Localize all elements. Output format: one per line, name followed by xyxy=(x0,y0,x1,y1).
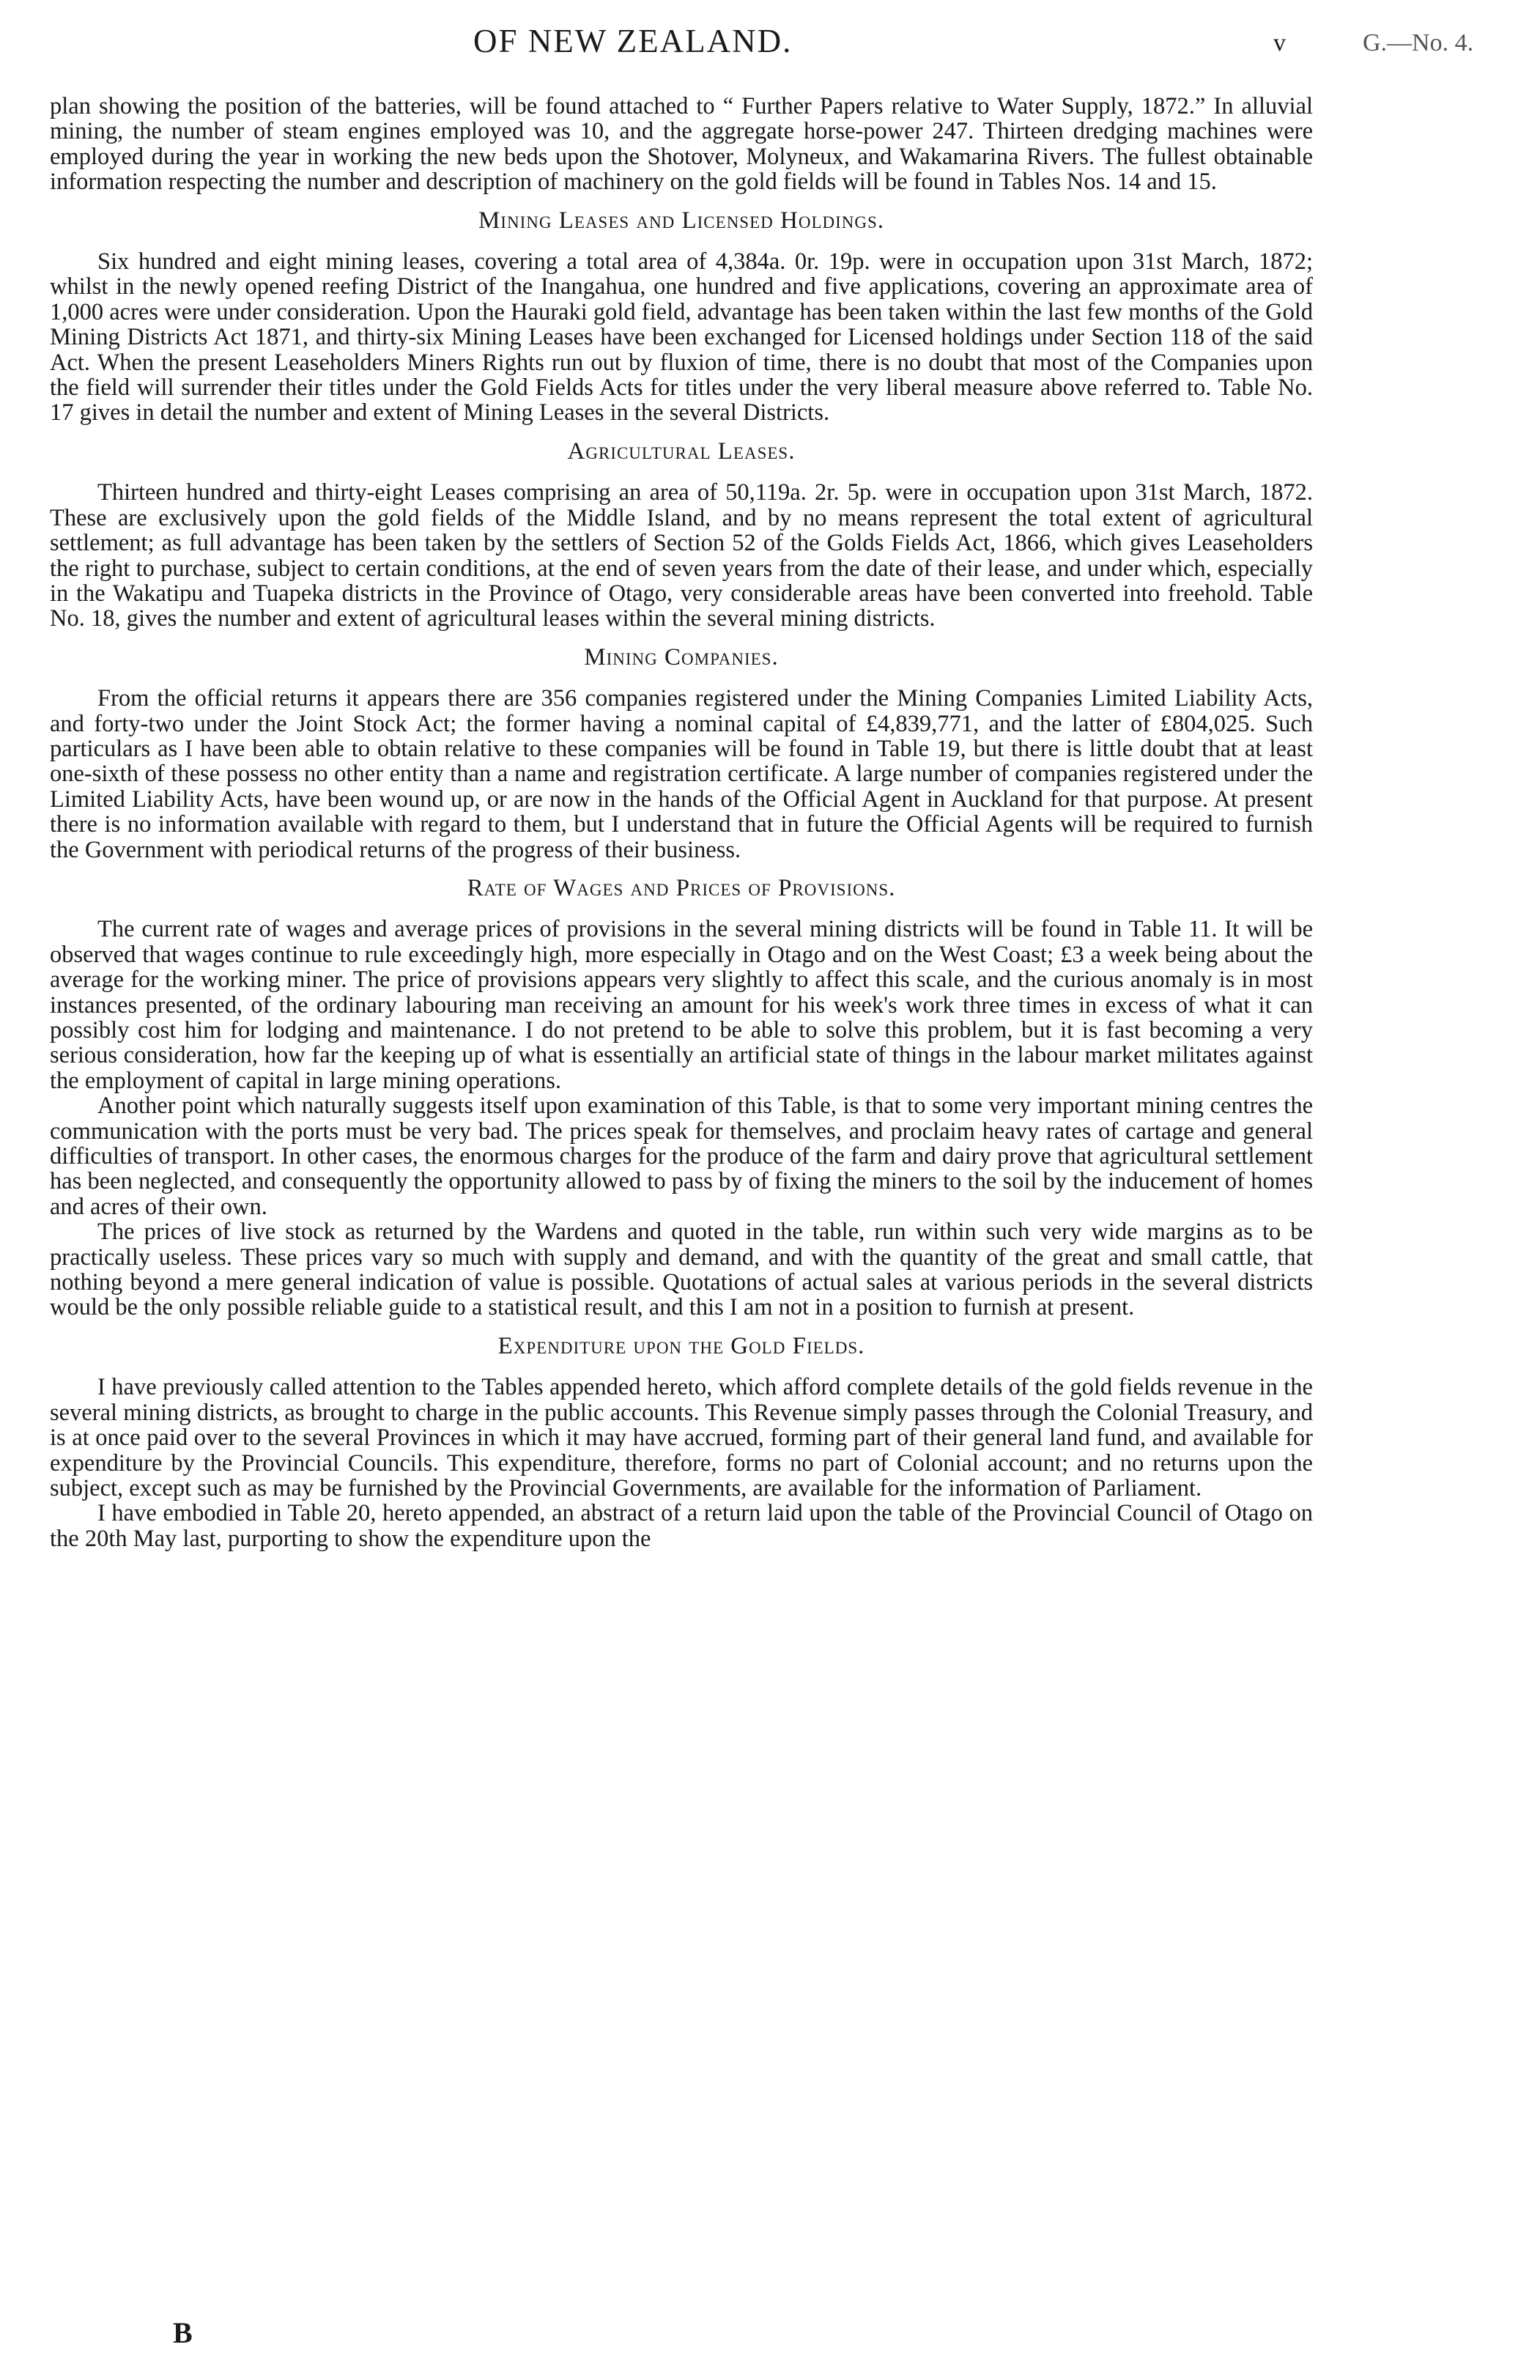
paragraph: Another point which naturally suggests itself upon examination of this Table, is that to some very important mining centres the communication with the ports must be very bad. The prices speak for themselves, and proclaim heavy rates of cartage and general difficulties of transport. In other cases, the enormous charges for the produce of the farm and dairy prove that agricultural settlement has been neglected, and consequently the opportunity allowed to pass by of fixing the miners to the soil by the inducement of homes and acres of their own. xyxy=(50,1093,1313,1220)
section-heading-agricultural-leases: Agricultural Leases. xyxy=(567,437,796,465)
section-heading-mining-leases: Mining Leases and Licensed Holdings. xyxy=(478,207,885,234)
page-number: v xyxy=(1273,29,1286,56)
paragraph: From the official returns it appears there are 356 companies registered under the Mining Companies Limited Liability Acts, and forty-two under the Joint Stock Act; the former having a nominal capital of £4,839,771, and the latter of £804,025. Such particulars as I have been able to obtain relative to these companies will be found in Table 19, but there is little doubt that at least one-sixth of these possess no other entity than a name and registration certificate. A large number of companies registered under the Limited Liability Acts, have been wound up, or are now in the hands of the Official Agent in Auckland for that purpose. At present there is no information available with regard to them, but I understand that in future the Official Agents will be required to furnish the Government with periodical returns of the progress of their business. xyxy=(50,685,1313,863)
paragraph: Thirteen hundred and thirty-eight Leases comprising an area of 50,119a. 2r. 5p. were in occupation upon 31st March, 1872. These are exclusively upon the gold fields of the Middle Island, and by no means represent the total extent of agricultural settlement; as full advantage has been taken by the settlers of Section 52 of the Golds Fields Act, 1866, which gives Leaseholders the right to purchase, subject to certain conditions, at the end of seven years from the date of their lease, and under which, especially in the Wakatipu and Tuapeka districts in the Province of Otago, very considerable areas have been converted into freehold. Table No. 18, gives the number and extent of agricultural leases within the several mining districts. xyxy=(50,479,1313,632)
body-text xyxy=(50,94,1313,1551)
section-heading-wages-provisions: Rate of Wages and Prices of Provisions. xyxy=(467,874,896,901)
paragraph: Six hundred and eight mining leases, covering a total area of 4,384a. 0r. 19p. were in occupation upon 31st March, 1872; whilst in the newly opened reefing District of the Inangahua, one hundred and five applications, covering an approximate area of 1,000 acres were under consideration. Upon the Hauraki gold field, advantage has been taken within the last few months of the Gold Mining Districts Act 1871, and thirty-six Mining Leases have been exchanged for Licensed holdings under Section 118 of the said Act. When the present Leaseholders Miners Rights run out by fluxion of time, there is no doubt that most of the Companies upon the field will surrender their titles under the Gold Fields Acts for titles under the very liberal measure above referred to. Table No. 17 gives in detail the number and extent of Mining Leases in the several Districts. xyxy=(50,248,1313,426)
paragraph: The prices of live stock as returned by the Wardens and quoted in the table, run within such very wide margins as to be practically useless. These prices vary so much with supply and demand, and with the quantity of the great and small cattle, that nothing beyond a mere general indication of value is possible. Quotations of actual sales at various periods in the several districts would be the only possible reliable guide to a statistical result, and this I am not in a position to furnish at present. xyxy=(50,1219,1313,1321)
intro-paragraph: plan showing the position of the batteries, will be found attached to “ Further Papers relative to Water Supply, 1872.” In alluvial mining, the number of steam engines employed was 10, and the aggregate horse-power 247. Thirteen dredging machines were employed during the year in working the new beds upon the Shotover, Molyneux, and Wakamarina Rivers. The fullest obtainable information respecting the number and description of machinery on the gold fields will be found in Tables Nos. 14 and 15. xyxy=(50,93,1313,196)
page-title: OF NEW ZEALAND. xyxy=(473,23,793,59)
paragraph: The current rate of wages and average prices of provisions in the several mining districts will be found in Table 11. It will be observed that wages continue to rule exceedingly high, more especially in Otago and on the West Coast; £3 a week being about the average for the working miner. The price of provisions appears very slightly to affect this scale, and the curious anomaly is in most instances presented, of the ordinary labouring man receiving an amount for his week's work three times in excess of what it can possibly cost him for lodging and maintenance. I do not pretend to be able to solve this problem, but it is fast becoming a very serious consideration, how far the keeping up of what is essentially an artificial state of things in the labour market militates against the employment of capital in large mining operations. xyxy=(50,916,1313,1094)
paragraph: I have previously called attention to the Tables appended hereto, which afford complete details of the gold fields revenue in the several mining districts, as brought to charge in the public accounts. This Revenue simply passes through the Colonial Treasury, and is at once paid over to the several Provinces in which it may have accrued, forming part of their general land fund, and available for expenditure by the Provincial Councils. This expenditure, therefore, forms no part of Colonial account; and no returns upon the subject, except such as may be furnished by the Provincial Governments, are available for the information of Parliament. xyxy=(50,1374,1313,1501)
section-heading-expenditure: Expenditure upon the Gold Fields. xyxy=(497,1332,865,1359)
signature-mark: B xyxy=(173,2316,193,2349)
page-header xyxy=(0,22,1540,66)
paragraph: I have embodied in Table 20, hereto appended, an abstract of a return laid upon the table of the Provincial Council of Otago on the 20th May last, purporting to show the expenditure upon the xyxy=(50,1500,1313,1552)
document-reference: G.—No. 4. xyxy=(1363,29,1474,56)
section-heading-mining-companies: Mining Companies. xyxy=(584,643,779,670)
